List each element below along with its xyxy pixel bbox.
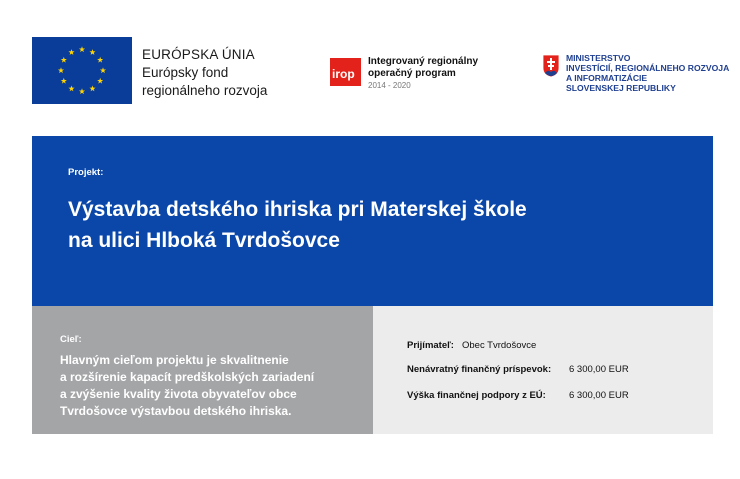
grant-value: 6 300,00 EUR — [569, 364, 629, 375]
recipient-value: Obec Tvrdošovce — [462, 340, 537, 351]
eu-fund-name-2: regionálneho rozvoja — [142, 83, 268, 98]
irop-text — [368, 56, 478, 92]
irop-line1: Integrovaný regionálny — [368, 56, 479, 67]
eu-support-row — [407, 390, 629, 401]
slovak-coat-of-arms-icon — [542, 54, 560, 78]
eu-support-value: 6 300,00 EUR — [569, 390, 629, 401]
eu-fund-name: Európsky fond — [142, 65, 229, 80]
eu-title: EURÓPSKA ÚNIA — [142, 47, 255, 62]
grant-label: Nenávratný finančný príspevok: — [407, 364, 552, 375]
project-title-line1: Výstavba detského ihriska pri Materskej škole — [68, 198, 527, 221]
irop-years: 2014 - 2020 — [368, 81, 411, 90]
project-panel — [32, 136, 713, 306]
irop-line2: operačný program — [368, 68, 456, 79]
goal-text: Hlavným cieľom projektu je skvalitnenie a rozšírenie kapacít predškolských zariadení a zvýšenie kvality života obyvateľov obce Tvrdošovce výstavbou detského ihriska. — [60, 353, 315, 418]
project-title-line2: na ulici Hlboká Tvrdošovce — [68, 229, 340, 252]
ministry-line3: A INFORMATIZÁCIE — [566, 73, 648, 83]
funding-info-panel — [373, 306, 713, 434]
project-label: Projekt: — [68, 167, 104, 178]
project-title — [68, 194, 668, 256]
eu-fund-text — [142, 46, 267, 100]
svg-text:irop: irop — [332, 67, 355, 81]
eu-support-label: Výška finančnej podpory z EÚ: — [407, 390, 546, 401]
goal-label: Cieľ: — [60, 334, 82, 345]
logo-header — [0, 0, 740, 120]
recipient-row — [407, 340, 537, 351]
grant-row — [407, 364, 629, 375]
ministry-line4: SLOVENSKEJ REPUBLIKY — [566, 83, 676, 93]
goal-panel — [32, 306, 373, 434]
ministry-line2: INVESTÍCIÍ, REGIONÁLNEHO ROZVOJA — [566, 63, 730, 73]
irop-logo-icon — [330, 58, 361, 86]
ministry-text — [566, 53, 729, 93]
eu-flag-icon — [32, 37, 132, 104]
recipient-label: Prijímateľ: — [407, 340, 454, 351]
ministry-line1: MINISTERSTVO — [566, 53, 631, 63]
